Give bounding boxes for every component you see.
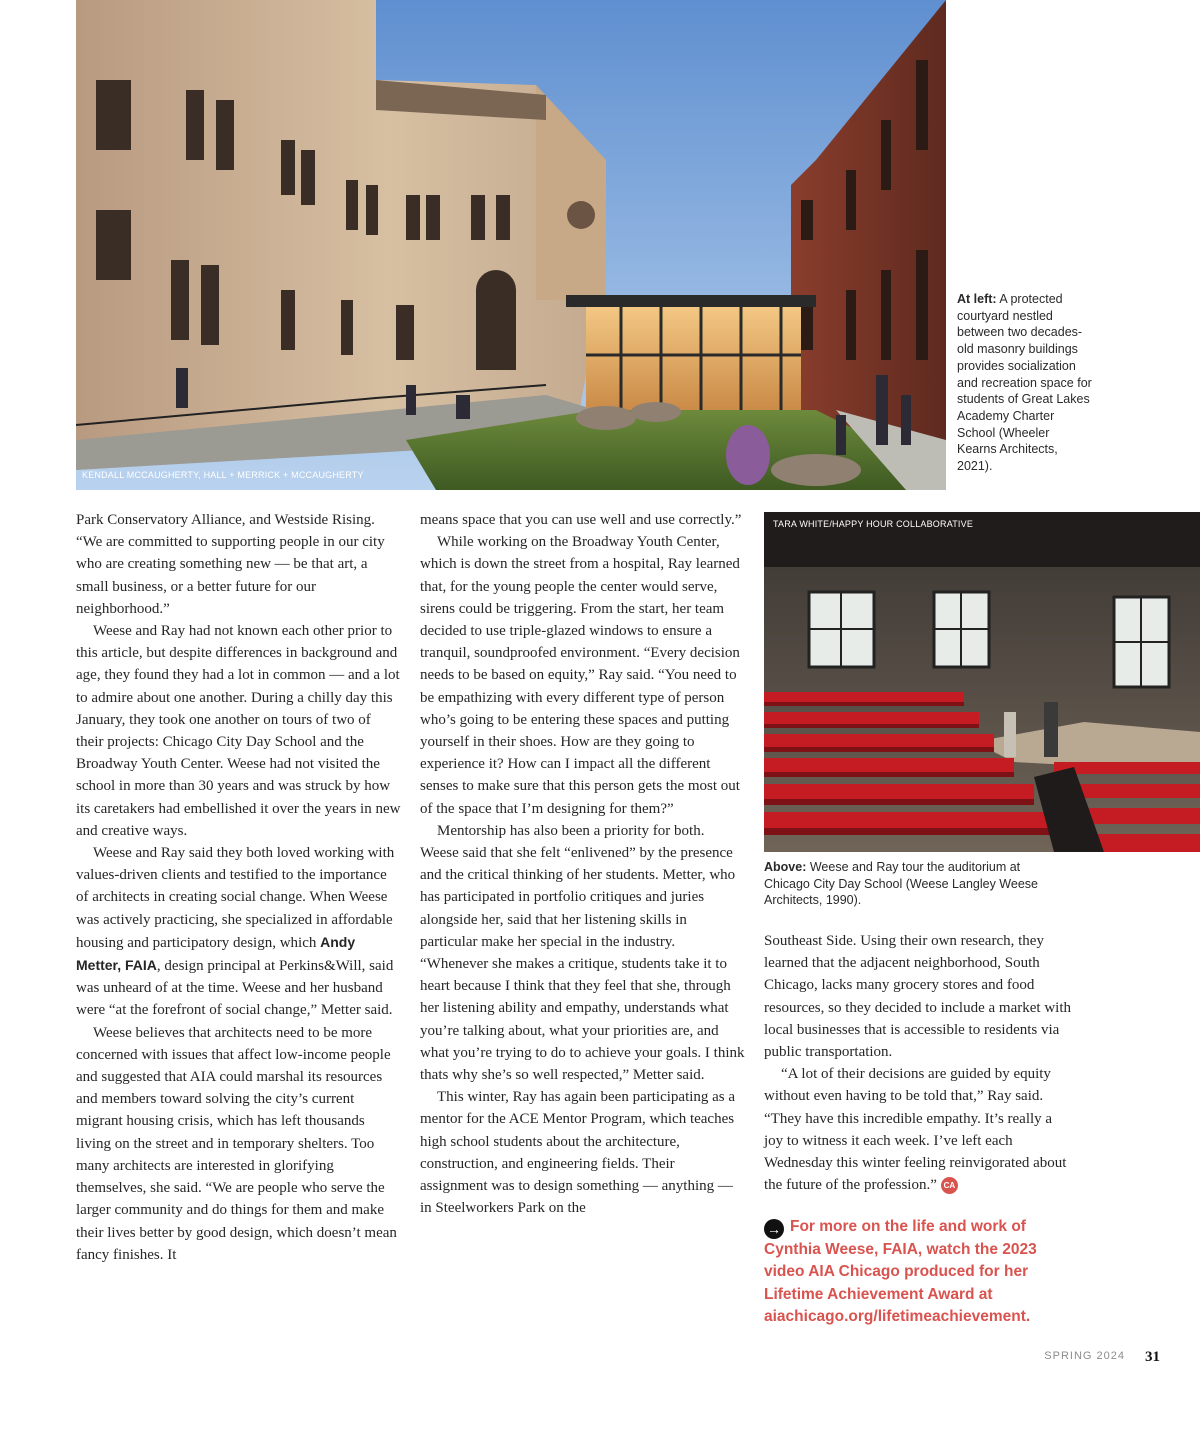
paragraph: Mentorship has also been a priority for both. Weese said that she felt “enlivened” by the presence and the critical thinking of her students. Metter, who has participated in portfolio critiques and juries alongside her, said that her listening skills in particular make her special in the industry. “Whenever she makes a critique, students take it to heart because I think that they feel that she, through her listening ability and empathy, understands what you’re talking about, what your priorities are, and what you’re trying to do to achieve your goals. I think thats why she’s so well respected,” Metter said. xyxy=(420,822,745,1084)
courtyard-photo xyxy=(76,0,946,490)
paragraph: Southeast Side. Using their own research, they learned that the adjacent neighborhood, South Chicago, lacks many grocery stores and food resources, so they decided to include a market with local businesses that is accessible to residents via public transportation. xyxy=(764,933,1071,1061)
caption-label: At left: xyxy=(957,292,997,306)
page-number: 31 xyxy=(1145,1349,1160,1365)
paragraph-text: , design principal at Perkins&Will, said was unheard of at the time. Weese and her husband were “at the forefront of social change,” Metter said. xyxy=(76,958,394,1019)
caption-label: Above: xyxy=(764,860,807,874)
paragraph: Weese and Ray had not known each other prior to this article, but despite differences in background and age, they found they had a lot in common — and a lot to admire about one another. During a chilly day this January, they took one another on tours of two of their projects: Chicago City Day School and the Broadway Youth Center. Weese had not visited the school in more than 30 years and was struck by how its caretakers had embellished it over the years in new and creative ways. xyxy=(76,623,401,839)
paragraph xyxy=(76,842,401,1022)
paragraph: Weese believes that architects need to be more concerned with issues that affect low-income people and suggested that AIA could marshal its resources and members toward solving the city’s current migrant housing crisis, which has left thousands living on the street and in temporary shelters. Too many architects are interested in glorifying themselves, she said. “We are people who serve the larger community and do things for them and make their lives better by good design, which doesn’t mean fancy finishes. It xyxy=(76,1024,397,1263)
article-column-1 xyxy=(76,509,401,1266)
paragraph: While working on the Broadway Youth Center, which is down the street from a hospital, Ray learned that, for the young people the center would serve, sirens could be triggering. From the start, her team decided to use triple-glazed windows to ensure a tranquil, soundproofed environment. “Every decision needs to be based on equity,” Ray said. “You need to be empathizing with every different type of person who’s going to be entering these spaces and putting yourself in their shoes. How are they going to experience it? How can I impact all the different senses to make sure that this person gets the most out of the space that I’m designing for them?” xyxy=(420,534,740,817)
paragraph: Park Conservatory Alliance, and Westside Rising. “We are committed to supporting people in our city who are creating something new — be that art, a small business, or a better future for our neighborhood.” xyxy=(76,512,385,617)
paragraph: means space that you can use well and use correctly.” xyxy=(420,512,742,528)
top-photo-caption xyxy=(957,291,1092,475)
promo-callout[interactable] xyxy=(764,1216,1064,1328)
right-photo-credit: TARA WHITE/HAPPY HOUR COLLABORATIVE xyxy=(773,519,974,529)
person-name: Andy Metter, FAIA xyxy=(76,933,356,974)
paragraph-text: “A lot of their decisions are guided by equity without even having to be told that,” Ray said. “They have this incredible empathy. It’s really a joy to witness it each week. I’ve left each Wednesday this winter feeling reinvigorated about the future of the profession.” xyxy=(764,1066,1067,1194)
page-footer xyxy=(1000,1348,1160,1366)
article-column-3 xyxy=(764,930,1074,1196)
paragraph-text: Weese and Ray said they both loved working with values-driven clients and testified to the importance of architects in creating social change. When Weese was actively practicing, she specialized in affordable housing and participatory design, which xyxy=(76,845,395,951)
auditorium-photo xyxy=(764,512,1200,852)
promo-text: For more on the life and work of Cynthia Weese, FAIA, watch the 2023 video AIA Chicago produced for her Lifetime Achievement Award at aiachicago.org/lifetimeachievement. xyxy=(764,1218,1037,1325)
paragraph: This winter, Ray has again been participating as a mentor for the ACE Mentor Program, which teaches high school students about the architecture, construction, and engineering fields. Their assignment was to design something — anything — in Steelworkers Park on the xyxy=(420,1089,736,1217)
paragraph xyxy=(764,1063,1074,1196)
right-photo-caption xyxy=(764,859,1064,909)
top-photo-credit: KENDALL MCCAUGHERTY, HALL + MERRICK + MCCAUGHERTY xyxy=(82,470,364,480)
article-column-2 xyxy=(420,509,745,1220)
caption-text: A protected courtyard nestled between two decades-old masonry buildings provides socialization and recreation space for students of Great Lakes Academy Charter School (Wheeler Kearns Architects, 2021). xyxy=(957,292,1092,474)
end-mark-icon: CA xyxy=(941,1177,958,1194)
caption-text: Weese and Ray tour the auditorium at Chicago City Day School (Weese Langley Weese Architects, 1990). xyxy=(764,860,1038,908)
arrow-right-circle-icon: → xyxy=(764,1219,784,1239)
issue-season: SPRING 2024 xyxy=(1044,1350,1125,1362)
